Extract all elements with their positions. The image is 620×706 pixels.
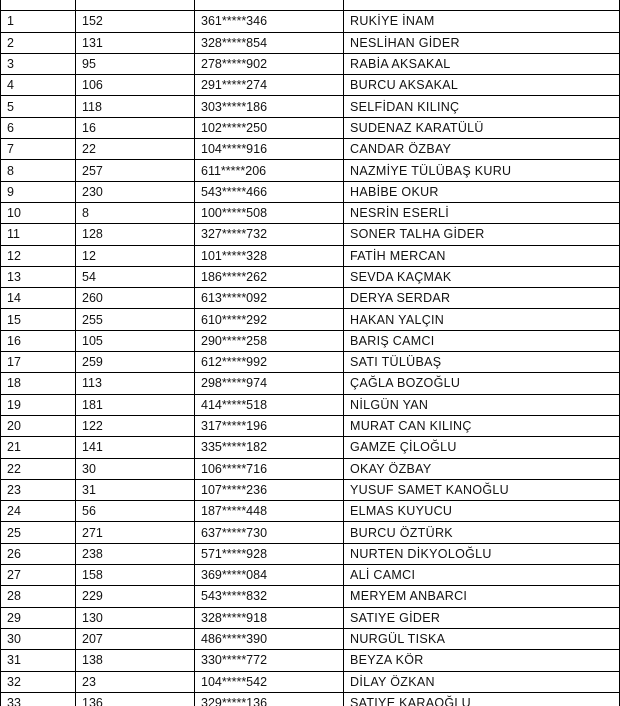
full-name-cell: NESLİHAN GİDER bbox=[344, 32, 620, 53]
code-cell: 271 bbox=[76, 522, 195, 543]
row-number-cell: 20 bbox=[1, 415, 76, 436]
full-name-cell bbox=[344, 0, 620, 11]
code-cell: 141 bbox=[76, 437, 195, 458]
table-row bbox=[1, 330, 620, 351]
id-number-cell: 317*****196 bbox=[195, 415, 344, 436]
code-cell: 8 bbox=[76, 202, 195, 223]
row-number-cell: 7 bbox=[1, 139, 76, 160]
table-row bbox=[1, 586, 620, 607]
table-row bbox=[1, 245, 620, 266]
row-number-cell: 15 bbox=[1, 309, 76, 330]
table-row bbox=[1, 692, 620, 706]
code-cell: 105 bbox=[76, 330, 195, 351]
row-number-cell: 2 bbox=[1, 32, 76, 53]
table-row bbox=[1, 266, 620, 287]
code-cell: 95 bbox=[76, 53, 195, 74]
code-cell: 207 bbox=[76, 628, 195, 649]
full-name-cell: MERYEM ANBARCI bbox=[344, 586, 620, 607]
row-number-cell: 12 bbox=[1, 245, 76, 266]
code-cell: 181 bbox=[76, 394, 195, 415]
id-number-cell: 328*****854 bbox=[195, 32, 344, 53]
row-number-cell: 19 bbox=[1, 394, 76, 415]
table-body bbox=[1, 0, 620, 706]
code-cell: 230 bbox=[76, 181, 195, 202]
full-name-cell: BARIŞ CAMCI bbox=[344, 330, 620, 351]
code-cell: 22 bbox=[76, 139, 195, 160]
full-name-cell: SUDENAZ KARATÜLÜ bbox=[344, 117, 620, 138]
code-cell: 31 bbox=[76, 479, 195, 500]
id-number-cell: 571*****928 bbox=[195, 543, 344, 564]
row-number-cell: 26 bbox=[1, 543, 76, 564]
code-cell: 158 bbox=[76, 565, 195, 586]
row-number-cell: 32 bbox=[1, 671, 76, 692]
row-number-cell: 3 bbox=[1, 53, 76, 74]
table-row bbox=[1, 117, 620, 138]
full-name-cell: ELMAS KUYUCU bbox=[344, 501, 620, 522]
row-number-cell: 13 bbox=[1, 266, 76, 287]
table-row bbox=[1, 543, 620, 564]
full-name-cell: MURAT CAN KILINÇ bbox=[344, 415, 620, 436]
full-name-cell: GAMZE ÇİLOĞLU bbox=[344, 437, 620, 458]
table-row bbox=[1, 628, 620, 649]
id-number-cell: 637*****730 bbox=[195, 522, 344, 543]
row-number-cell: 25 bbox=[1, 522, 76, 543]
table-row bbox=[1, 671, 620, 692]
code-cell: 152 bbox=[76, 11, 195, 32]
id-number-cell: 106*****716 bbox=[195, 458, 344, 479]
full-name-cell: NESRİN ESERLİ bbox=[344, 202, 620, 223]
id-number-cell: 369*****084 bbox=[195, 565, 344, 586]
id-number-cell: 290*****258 bbox=[195, 330, 344, 351]
full-name-cell: NAZMİYE TÜLÜBAŞ KURU bbox=[344, 160, 620, 181]
id-number-cell: 102*****250 bbox=[195, 117, 344, 138]
table-row bbox=[1, 202, 620, 223]
row-number-cell: 28 bbox=[1, 586, 76, 607]
id-number-cell: 543*****832 bbox=[195, 586, 344, 607]
table-row bbox=[1, 288, 620, 309]
full-name-cell: HAKAN YALÇIN bbox=[344, 309, 620, 330]
full-name-cell: NURGÜL TISKA bbox=[344, 628, 620, 649]
full-name-cell: YUSUF SAMET KANOĞLU bbox=[344, 479, 620, 500]
table-row bbox=[1, 309, 620, 330]
table-row bbox=[1, 479, 620, 500]
row-number-cell: 6 bbox=[1, 117, 76, 138]
id-number-cell: 187*****448 bbox=[195, 501, 344, 522]
full-name-cell: HABİBE OKUR bbox=[344, 181, 620, 202]
row-number-cell: 24 bbox=[1, 501, 76, 522]
code-cell: 56 bbox=[76, 501, 195, 522]
table-row bbox=[1, 394, 620, 415]
id-number-cell: 278*****902 bbox=[195, 53, 344, 74]
table-row bbox=[1, 0, 620, 11]
code-cell: 131 bbox=[76, 32, 195, 53]
table-row bbox=[1, 373, 620, 394]
id-number-cell: 328*****918 bbox=[195, 607, 344, 628]
code-cell: 122 bbox=[76, 415, 195, 436]
full-name-cell: SEVDA KAÇMAK bbox=[344, 266, 620, 287]
full-name-cell: BURCU AKSAKAL bbox=[344, 75, 620, 96]
table-row bbox=[1, 607, 620, 628]
full-name-cell: BEYZA KÖR bbox=[344, 650, 620, 671]
full-name-cell: FATİH MERCAN bbox=[344, 245, 620, 266]
table-row bbox=[1, 352, 620, 373]
full-name-cell: SATI TÜLÜBAŞ bbox=[344, 352, 620, 373]
row-number-cell: 5 bbox=[1, 96, 76, 117]
code-cell: 30 bbox=[76, 458, 195, 479]
full-name-cell: ÇAĞLA BOZOĞLU bbox=[344, 373, 620, 394]
id-number-cell: 101*****328 bbox=[195, 245, 344, 266]
code-cell: 257 bbox=[76, 160, 195, 181]
full-name-cell: NİLGÜN YAN bbox=[344, 394, 620, 415]
table-row bbox=[1, 96, 620, 117]
table-row bbox=[1, 501, 620, 522]
row-number-cell: 14 bbox=[1, 288, 76, 309]
table-row bbox=[1, 224, 620, 245]
row-number-cell: 27 bbox=[1, 565, 76, 586]
id-number-cell bbox=[195, 0, 344, 11]
row-number-cell: 4 bbox=[1, 75, 76, 96]
full-name-cell: ALİ CAMCI bbox=[344, 565, 620, 586]
full-name-cell: RUKİYE İNAM bbox=[344, 11, 620, 32]
code-cell: 128 bbox=[76, 224, 195, 245]
full-name-cell: BURCU ÖZTÜRK bbox=[344, 522, 620, 543]
row-number-cell: 9 bbox=[1, 181, 76, 202]
id-number-cell: 611*****206 bbox=[195, 160, 344, 181]
row-number-cell: 17 bbox=[1, 352, 76, 373]
id-number-cell: 186*****262 bbox=[195, 266, 344, 287]
code-cell: 138 bbox=[76, 650, 195, 671]
full-name-cell: SELFİDAN KILINÇ bbox=[344, 96, 620, 117]
row-number-cell: 11 bbox=[1, 224, 76, 245]
full-name-cell: SATIYE KARAOĞLU bbox=[344, 692, 620, 706]
row-number-cell: 31 bbox=[1, 650, 76, 671]
table-row bbox=[1, 522, 620, 543]
id-number-cell: 613*****092 bbox=[195, 288, 344, 309]
id-number-cell: 104*****542 bbox=[195, 671, 344, 692]
id-number-cell: 543*****466 bbox=[195, 181, 344, 202]
table-row bbox=[1, 32, 620, 53]
row-number-cell: 21 bbox=[1, 437, 76, 458]
full-name-cell: SONER TALHA GİDER bbox=[344, 224, 620, 245]
row-number-cell: 8 bbox=[1, 160, 76, 181]
row-number-cell bbox=[1, 0, 76, 11]
table-row bbox=[1, 415, 620, 436]
table-row bbox=[1, 565, 620, 586]
code-cell: 113 bbox=[76, 373, 195, 394]
table-row bbox=[1, 437, 620, 458]
id-number-cell: 610*****292 bbox=[195, 309, 344, 330]
table-row bbox=[1, 181, 620, 202]
full-name-cell: NURTEN DİKYOLOĞLU bbox=[344, 543, 620, 564]
table-row bbox=[1, 160, 620, 181]
id-number-cell: 107*****236 bbox=[195, 479, 344, 500]
full-name-cell: CANDAR ÖZBAY bbox=[344, 139, 620, 160]
id-number-cell: 329*****136 bbox=[195, 692, 344, 706]
id-number-cell: 327*****732 bbox=[195, 224, 344, 245]
code-cell bbox=[76, 0, 195, 11]
table-row bbox=[1, 650, 620, 671]
full-name-cell: OKAY ÖZBAY bbox=[344, 458, 620, 479]
code-cell: 259 bbox=[76, 352, 195, 373]
row-number-cell: 23 bbox=[1, 479, 76, 500]
row-number-cell: 29 bbox=[1, 607, 76, 628]
id-number-cell: 486*****390 bbox=[195, 628, 344, 649]
code-cell: 16 bbox=[76, 117, 195, 138]
code-cell: 118 bbox=[76, 96, 195, 117]
full-name-cell: SATIYE GİDER bbox=[344, 607, 620, 628]
id-number-cell: 335*****182 bbox=[195, 437, 344, 458]
full-name-cell: RABİA AKSAKAL bbox=[344, 53, 620, 74]
code-cell: 106 bbox=[76, 75, 195, 96]
id-number-cell: 612*****992 bbox=[195, 352, 344, 373]
row-number-cell: 18 bbox=[1, 373, 76, 394]
id-number-cell: 330*****772 bbox=[195, 650, 344, 671]
table-row bbox=[1, 458, 620, 479]
table-row bbox=[1, 11, 620, 32]
code-cell: 130 bbox=[76, 607, 195, 628]
id-number-cell: 298*****974 bbox=[195, 373, 344, 394]
id-number-cell: 414*****518 bbox=[195, 394, 344, 415]
row-number-cell: 1 bbox=[1, 11, 76, 32]
code-cell: 12 bbox=[76, 245, 195, 266]
row-number-cell: 16 bbox=[1, 330, 76, 351]
code-cell: 54 bbox=[76, 266, 195, 287]
row-number-cell: 22 bbox=[1, 458, 76, 479]
code-cell: 260 bbox=[76, 288, 195, 309]
id-number-cell: 104*****916 bbox=[195, 139, 344, 160]
table-row bbox=[1, 139, 620, 160]
full-name-cell: DERYA SERDAR bbox=[344, 288, 620, 309]
code-cell: 238 bbox=[76, 543, 195, 564]
id-number-cell: 100*****508 bbox=[195, 202, 344, 223]
code-cell: 255 bbox=[76, 309, 195, 330]
code-cell: 23 bbox=[76, 671, 195, 692]
table-row bbox=[1, 75, 620, 96]
id-number-cell: 361*****346 bbox=[195, 11, 344, 32]
row-number-cell: 10 bbox=[1, 202, 76, 223]
full-name-cell: DİLAY ÖZKAN bbox=[344, 671, 620, 692]
id-number-cell: 303*****186 bbox=[195, 96, 344, 117]
row-number-cell: 30 bbox=[1, 628, 76, 649]
code-cell: 136 bbox=[76, 692, 195, 706]
code-cell: 229 bbox=[76, 586, 195, 607]
row-number-cell: 33 bbox=[1, 692, 76, 706]
id-number-cell: 291*****274 bbox=[195, 75, 344, 96]
table-row bbox=[1, 53, 620, 74]
